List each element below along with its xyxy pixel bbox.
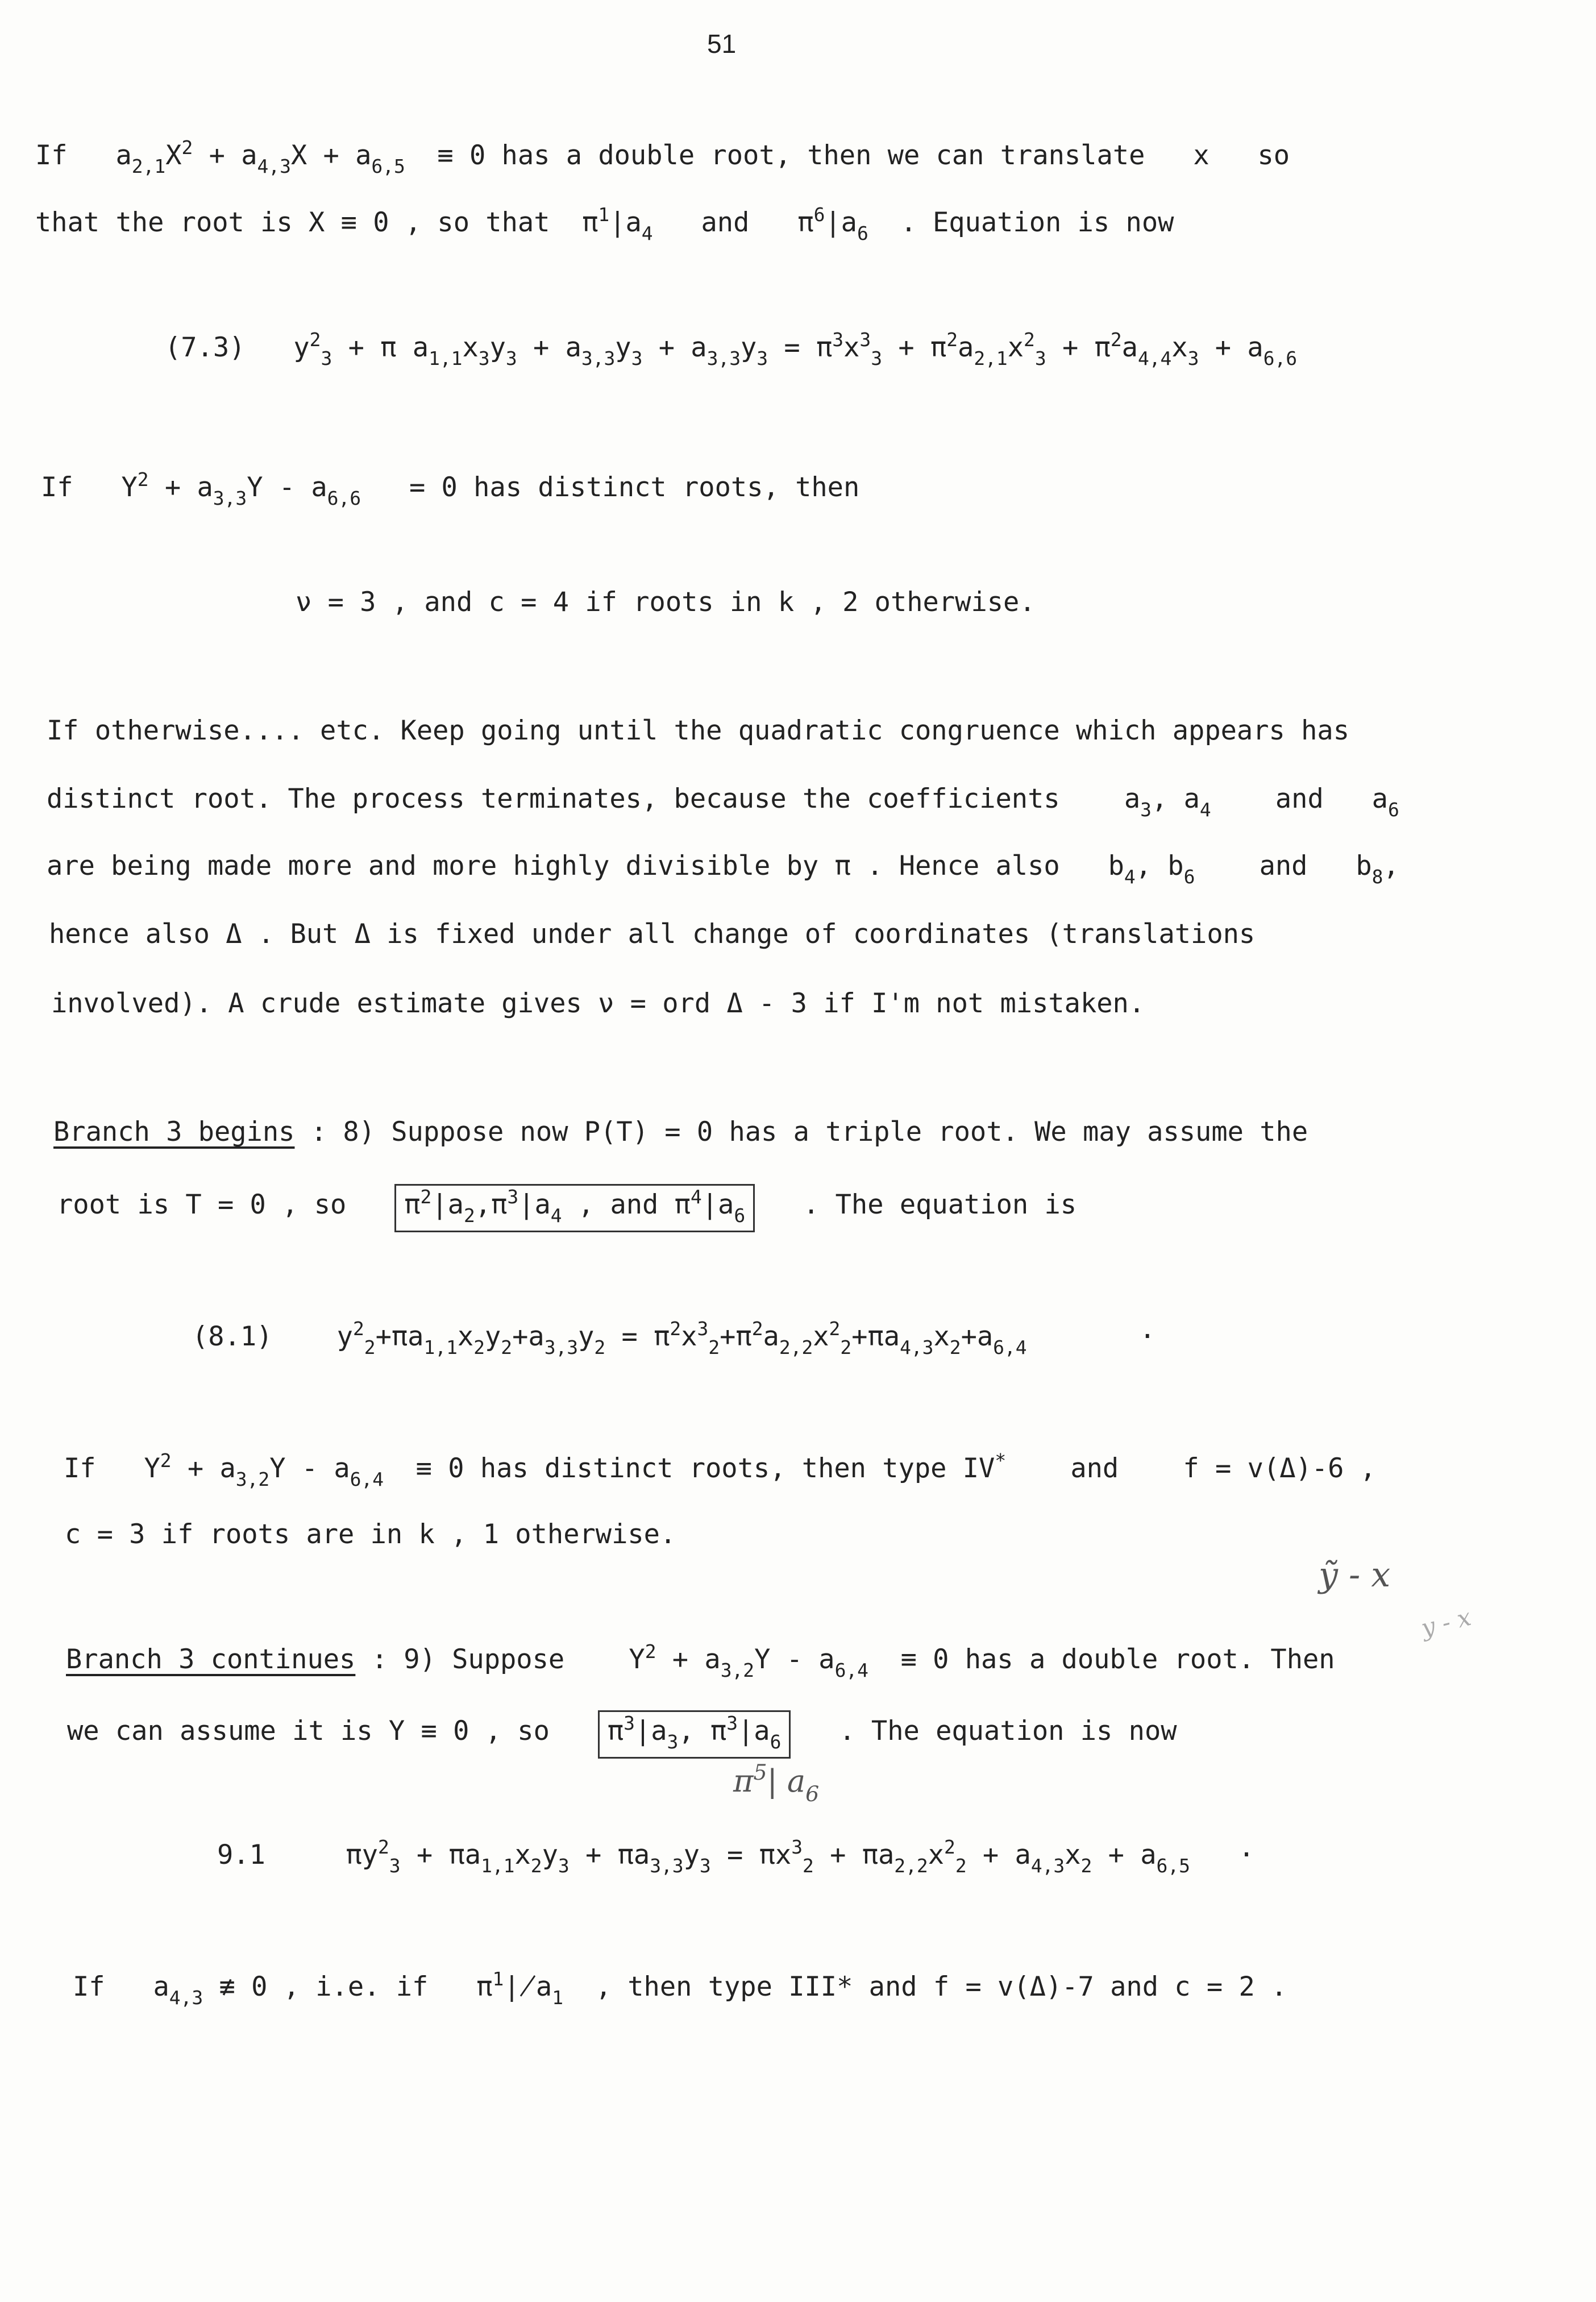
coef-b6: $b_6$	[1167, 850, 1195, 888]
handwritten-pi5-divides-a6: $\pi^5|$ $a_6$	[733, 1760, 820, 1806]
para-text: are being made more and more highly divisible by π . Hence also	[47, 850, 1060, 882]
word-so: so	[1257, 140, 1290, 171]
line-2	[35, 203, 1174, 244]
word-and: and	[1275, 783, 1324, 815]
branch-3-continues-label: Branch 3 continues	[66, 1644, 356, 1675]
line-2-end: . Equation is now	[900, 207, 1174, 238]
pi-6-divides-a6: $\pi^6|a_6$	[797, 203, 868, 244]
branch-3c-text-4: . The equation is now	[839, 1715, 1177, 1747]
comma: ,	[1151, 783, 1168, 815]
word-if: If	[64, 1453, 96, 1484]
equation-label: 9.1	[217, 1839, 265, 1871]
conductor-formula: f = v(Δ)-6 ,	[1183, 1453, 1376, 1484]
term: $+\pi a_{1,1}x_2y_2$	[375, 1321, 513, 1358]
branch-3-begins-label: Branch 3 begins	[53, 1116, 295, 1148]
branch-3-text: : 8) Suppose now P(T) = 0 has a triple root. We may assume the	[294, 1116, 1308, 1148]
comma: ,	[1135, 850, 1152, 882]
comma: ,	[1383, 850, 1399, 882]
line-4	[41, 468, 860, 509]
branch-3c-line-2	[67, 1711, 1177, 1753]
paragraph-line-3	[47, 850, 1399, 888]
plus: +	[323, 140, 339, 171]
term: + $a_{4,3}x_2$	[982, 1839, 1092, 1877]
branch-3-text-2: root is T = 0 , so	[57, 1189, 347, 1220]
plus: +	[209, 140, 225, 171]
term: $\pi y^2_3$	[346, 1835, 401, 1877]
line-12-end: , then type III* and f = v(Δ)-7 and c = 2 .	[595, 1971, 1287, 2002]
coef-a65: $a_{6,5}$	[355, 140, 405, 177]
line-8	[64, 1449, 1376, 1490]
line-8-text: ≡ 0 has distinct roots, then type	[415, 1453, 947, 1484]
dot: ·	[1238, 1839, 1255, 1871]
line-4-text: = 0 has distinct roots, then	[409, 472, 860, 503]
paragraph-line-4: hence also Δ . But Δ is fixed under all change of coordinates (translations	[49, 919, 1256, 950]
term: + $a_{6,5}$	[1108, 1839, 1190, 1877]
term: + $a_{3,2}Y$	[672, 1644, 771, 1681]
line-1-text: ≡ 0 has a double root, then we can translate	[437, 140, 1145, 171]
equals: =	[727, 1839, 743, 1871]
term: $\pi x^3_2$	[759, 1835, 814, 1877]
var-X-sq: $X^2$	[165, 136, 193, 171]
word-and: and	[1070, 1453, 1119, 1484]
coef-a43: $a_{4,3}$	[241, 140, 291, 177]
term: + $\pi a_{1,1}x_2y_3$	[416, 1839, 570, 1877]
paragraph-line-5: involved). A crude estimate gives ν = ord Δ - 3 if I'm not mistaken.	[51, 988, 1145, 1019]
term: + $\pi a_{3,3}y_3$	[585, 1839, 711, 1877]
line-2-text: that the root is X ≡ 0 , so that	[35, 207, 550, 238]
branch-3c-text-2: ≡ 0 has a double root. Then	[900, 1644, 1335, 1675]
word-if: If	[41, 472, 73, 503]
line-9: c = 3 if roots are in k , 1 otherwise.	[65, 1519, 676, 1550]
line-12-text: ≢ 0 , i.e. if	[219, 1971, 429, 2002]
coef-a4: $a_4$	[1183, 783, 1211, 821]
equation-7-3	[165, 328, 1298, 369]
equals: =	[784, 332, 800, 363]
dot: ·	[1139, 1321, 1156, 1352]
equation-8-1	[192, 1317, 1156, 1358]
type-IV-star: IV*	[962, 1449, 1007, 1484]
branch-3-begins-line	[53, 1116, 1308, 1148]
branch-3-continues-line	[66, 1640, 1335, 1681]
equation-label: (8.1)	[192, 1321, 273, 1352]
line-12	[73, 1967, 1287, 2009]
branch-3-line-2	[57, 1185, 1077, 1227]
pi-1-divides-a4: $\pi^1|a_4$	[582, 203, 653, 244]
branch-3c-text: : 9) Suppose	[355, 1644, 565, 1675]
term: $y^2_3$	[293, 328, 332, 369]
divisibility-box-2: $\pi^3|a_3$, $\pi^3|a_6$	[598, 1710, 791, 1759]
term: $Y^2$	[144, 1449, 172, 1484]
term: $\pi^3x^3_3$	[816, 328, 883, 369]
term: - $a_{6,4}$	[301, 1453, 384, 1490]
coef-a3: $a_3$	[1124, 783, 1152, 821]
term: + π $a_{1,1}x_3y_3$	[348, 332, 517, 369]
term: + $\pi a_{2,2}x^2_2$	[830, 1835, 967, 1877]
page-number: 51	[707, 29, 737, 59]
branch-3c-text-3: we can assume it is Y ≡ 0 , so	[67, 1715, 550, 1747]
coef-a21: $a_{2,1}$	[115, 140, 166, 177]
pi-not-divides-a1: $\pi^1∤a_1$	[476, 1967, 564, 2009]
term: + $\pi^2a_{2,1}x^2_3$	[898, 328, 1046, 369]
line-5: ν = 3 , and c = 4 if roots in k , 2 otherwise.	[296, 587, 1036, 618]
var-x: x	[1193, 140, 1210, 171]
term: - $a_{6,4}$	[786, 1644, 868, 1681]
term: $y^2_2$	[336, 1317, 376, 1358]
equation-9-1	[217, 1835, 1255, 1877]
term: - $a_{6,6}$	[279, 472, 361, 509]
term: $Y^2$	[121, 468, 149, 503]
word-and: and	[701, 207, 750, 238]
var-X: X	[290, 140, 307, 171]
term: $\pi^2x^3_2$	[654, 1317, 720, 1358]
term: + $a_{6,6}$	[1215, 332, 1298, 369]
word-if: If	[73, 1971, 105, 2002]
term: $+\pi a_{4,3}x_2$	[851, 1321, 961, 1358]
term: + $a_{3,3}Y$	[164, 472, 263, 509]
term: + $\pi^2a_{4,4}x_3$	[1062, 328, 1199, 369]
term: $Y^2$	[629, 1640, 656, 1675]
word-and: and	[1259, 850, 1308, 882]
word-if: If	[35, 140, 68, 171]
coef-b4: $b_4$	[1108, 850, 1136, 888]
margin-note-1: ỹ - x	[1319, 1555, 1391, 1595]
paragraph-line-1: If otherwise.... etc. Keep going until the quadratic congruence which appears has	[47, 715, 1350, 746]
term: $+\pi^2a_{2,2}x^2_2$	[720, 1317, 852, 1358]
term: $+a_{6,4}$	[961, 1321, 1027, 1358]
term: $+a_{3,3}y_2$	[512, 1321, 606, 1358]
margin-note-2: y - x	[1418, 1603, 1474, 1642]
paragraph-line-2	[47, 783, 1399, 821]
branch-3-text-3: . The equation is	[803, 1189, 1077, 1220]
equals: =	[621, 1321, 638, 1352]
term: + $a_{3,3}y_3$	[658, 332, 768, 369]
divisibility-box: $\pi^2|a_2,\pi^3|a_4$ , and $\pi^4|a_6$	[394, 1184, 755, 1232]
para-text: distinct root. The process terminates, because the coefficients	[47, 783, 1060, 815]
coef-a6: $a_6$	[1371, 783, 1399, 821]
term: + $a_{3,2}Y$	[187, 1453, 286, 1490]
coef-a43: $a_{4,3}$	[153, 1971, 203, 2009]
equation-label: (7.3)	[165, 332, 246, 363]
coef-b8: $b_8$	[1356, 850, 1383, 888]
term: + $a_{3,3}y_3$	[533, 332, 643, 369]
line-1	[35, 136, 1290, 177]
